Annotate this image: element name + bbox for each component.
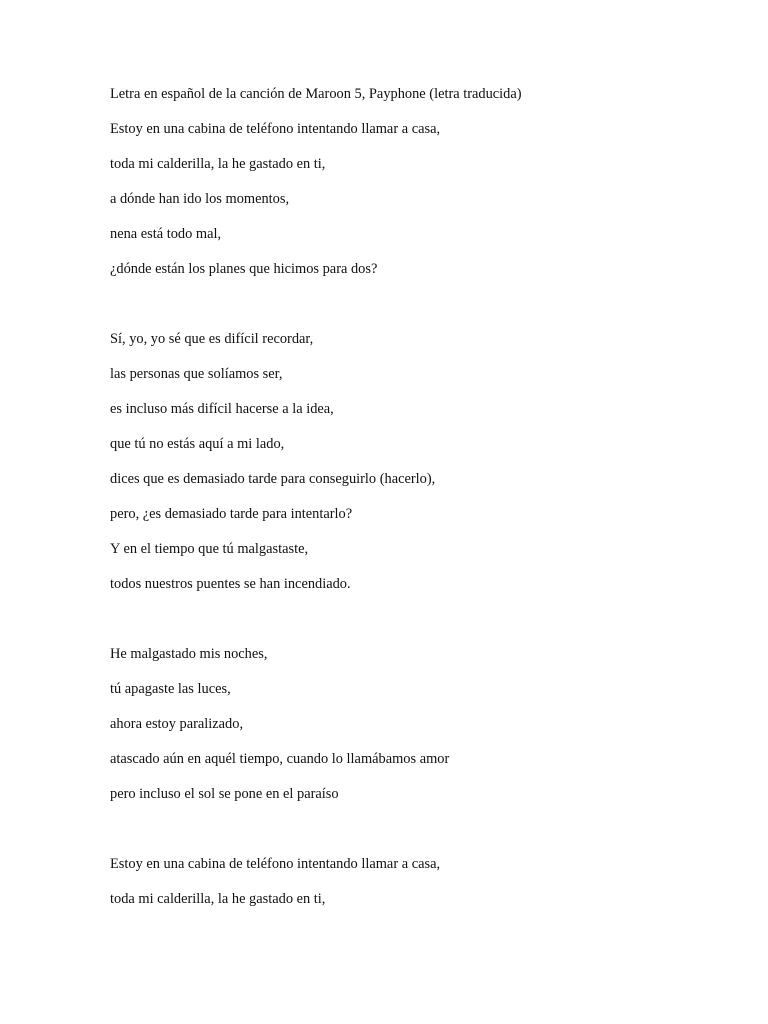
lyric-line: es incluso más difícil hacerse a la idea, bbox=[110, 401, 334, 417]
lyric-line: He malgastado mis noches, bbox=[110, 646, 268, 662]
stanza-gap bbox=[110, 609, 710, 644]
lyric-line: nena está todo mal, bbox=[110, 226, 222, 242]
lyric-line: que tú no estás aquí a mi lado, bbox=[110, 436, 285, 452]
lyric-line: pero, ¿es demasiado tarde para intentarlo? bbox=[110, 506, 353, 522]
lyric-line: toda mi calderilla, la he gastado en ti, bbox=[110, 891, 326, 907]
lyric-line: pero incluso el sol se pone en el paraíso bbox=[110, 786, 339, 802]
lyric-line: Estoy en una cabina de teléfono intentando llamar a casa, bbox=[110, 856, 441, 872]
lyric-line: Estoy en una cabina de teléfono intentando llamar a casa, bbox=[110, 121, 441, 137]
lyric-line: todos nuestros puentes se han incendiado. bbox=[110, 576, 351, 592]
stanza-gap bbox=[110, 819, 710, 854]
lyric-line: dices que es demasiado tarde para conseguirlo (hacerlo), bbox=[110, 471, 436, 487]
document-title: Letra en español de la canción de Maroon 5, Payphone (letra traducida) bbox=[110, 86, 522, 102]
lyrics-body bbox=[110, 84, 710, 924]
lyric-line: ¿dónde están los planes que hicimos para dos? bbox=[110, 261, 378, 277]
lyric-line: las personas que solíamos ser, bbox=[110, 366, 283, 382]
lyric-line: ahora estoy paralizado, bbox=[110, 716, 244, 732]
stanza-gap bbox=[110, 294, 710, 329]
lyric-line: a dónde han ido los momentos, bbox=[110, 191, 290, 207]
lyric-line: tú apagaste las luces, bbox=[110, 681, 231, 697]
lyric-line: toda mi calderilla, la he gastado en ti, bbox=[110, 156, 326, 172]
lyric-line: Y en el tiempo que tú malgastaste, bbox=[110, 541, 309, 557]
lyric-line: Sí, yo, yo sé que es difícil recordar, bbox=[110, 331, 314, 347]
lyric-line: atascado aún en aquél tiempo, cuando lo llamábamos amor bbox=[110, 751, 450, 767]
